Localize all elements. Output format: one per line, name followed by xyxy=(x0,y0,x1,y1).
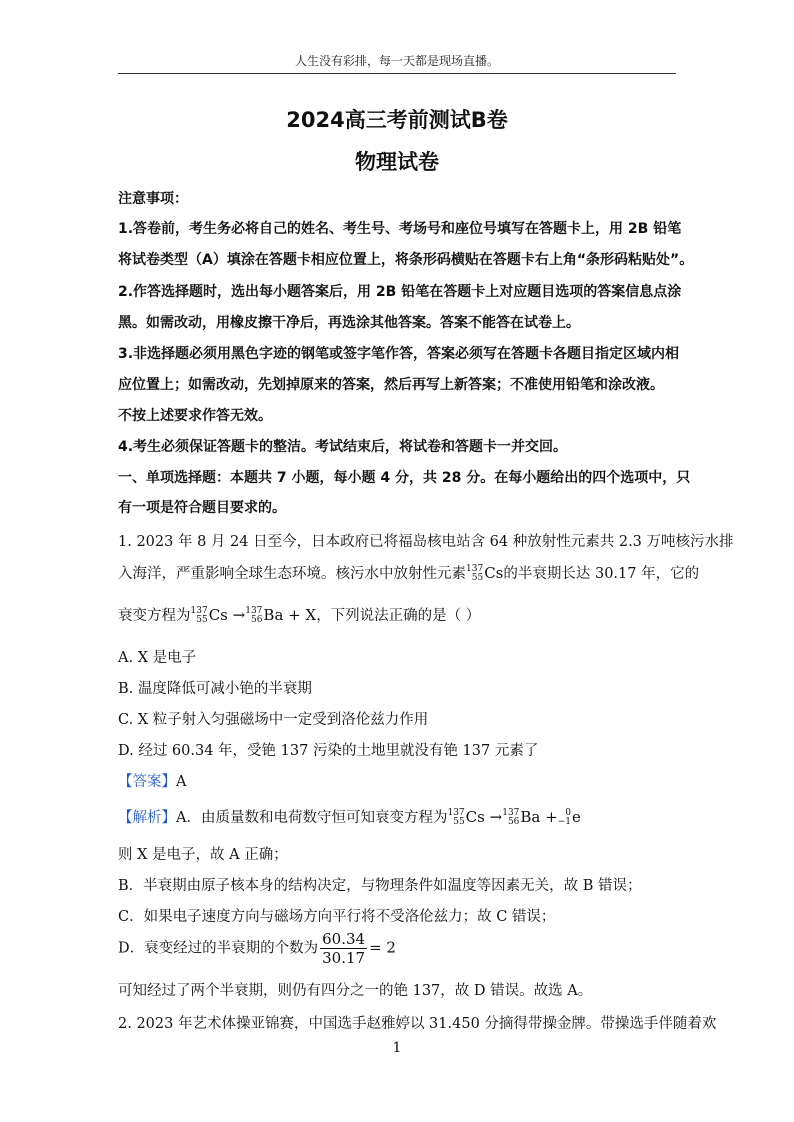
notice-heading: 注意事项： xyxy=(118,191,188,207)
answer-line xyxy=(118,770,186,791)
notice-line: 应位置上；如需改动，先划掉原来的答案，然后再写上新答案；不准使用铅笔和涂改液。 xyxy=(118,377,664,393)
analysis-tag: 【解析】 xyxy=(118,810,176,826)
notice-line: 黑。如需改动，用橡皮擦干净后，再选涂其他答案。答案不能答在试卷上。 xyxy=(118,315,580,331)
notice-line: 4.考生必须保证答题卡的整洁。考试结束后，将试卷和答题卡一并交回。 xyxy=(118,439,568,455)
option-d: D. 经过 60.34 年，受铯 137 污染的土地里就没有铯 137 元素了 xyxy=(118,743,539,759)
section-heading: 一、单项选择题：本题共 7 小题，每小题 4 分，共 28 分。在每小题给出的四个选项中，只 xyxy=(118,470,691,486)
option-c: C. X 粒子射入匀强磁场中一定受到洛伦兹力作用 xyxy=(118,712,429,728)
analysis-sentence: 则 X 是电子，故 A 正确； xyxy=(118,847,288,863)
decay-equation: 137 55 Cs → 137 56 Ba + X xyxy=(190,606,317,625)
notice-line: 3.非选择题必须用黑色字迹的钢笔或签字笔作答，答案必须写在答题卡各题目指定区域内相 xyxy=(118,346,680,362)
question-1-text: 1. 2023 年 8 月 24 日至今，日本政府已将福岛核电站含 64 种放射性元素共 2.3 万吨核污水排 xyxy=(118,534,734,550)
answer-tag: 【答案】 xyxy=(118,774,176,790)
decay-equation-line: 衰变方程为 137 55 Cs → 137 56 Ba + X，下列说法正确的是（ ） xyxy=(118,606,481,625)
full-decay-equation: 137 55 Cs → 137 56 Ba + 0 −1 e xyxy=(447,808,581,827)
exam-title: 2024高三考前测试B卷 xyxy=(286,108,508,132)
section-heading: 有一项是符合题目要求的。 xyxy=(118,500,286,516)
exam-subject: 物理试卷 xyxy=(355,150,439,174)
answer-value: A xyxy=(176,774,187,790)
option-b: B. 温度降低可减小铯的半衰期 xyxy=(118,681,312,697)
page-number: 1 xyxy=(392,1040,402,1056)
question-2-text: 2. 2023 年艺术体操亚锦赛，中国选手赵雅婷以 31.450 分摘得带操金牌。带操选手伴随着欢 xyxy=(118,1016,717,1032)
page-header-motto: 人生没有彩排，每一天都是现场直播。 xyxy=(294,54,499,68)
analysis-fraction-line: D．衰变经过的半衰期的个数为 $\frac{60.34}{30.17}$ = 2 xyxy=(118,930,396,967)
notice-line: 不按上述要求作答无效。 xyxy=(118,408,272,424)
analysis-line: 【解析】A．由质量数和电荷数守恒可知衰变方程为 137 55 Cs → 137 56 Ba + 0 −1 e xyxy=(118,808,581,827)
notice-line: 2.作答选择题时，选出每小题答案后，用 2B 铅笔在答题卡上对应题目选项的答案信息点涂 xyxy=(118,284,682,300)
notice-line: 1.答卷前，考生务必将自己的姓名、考生号、考场号和座位号填写在答题卡上，用 2B 铅笔 xyxy=(118,221,682,237)
fraction: $\frac{60.34}{30.17}$ xyxy=(322,930,366,967)
question-1-text: 入海洋，严重影响全球生态环境。核污水中放射性元素 137 55 Cs的半衰期长达 30.17 年，它的 xyxy=(118,564,700,583)
cs-nuclide: 137 55 Cs xyxy=(466,564,504,583)
notice-line: 将试卷类型（A）填涂在答题卡相应位置上，将条形码横贴在答题卡右上角“条形码粘贴处”。 xyxy=(118,252,694,268)
header-divider xyxy=(118,73,676,74)
option-a: A. X 是电子 xyxy=(118,650,197,666)
analysis-sentence: 可知经过了两个半衰期，则仍有四分之一的铯 137，故 D 错误。故选 A。 xyxy=(118,983,593,999)
analysis-sentence: B．半衰期由原子核本身的结构决定，与物理条件如温度等因素无关，故 B 错误； xyxy=(118,878,642,894)
analysis-sentence: C．如果电子速度方向与磁场方向平行将不受洛伦兹力；故 C 错误； xyxy=(118,909,556,925)
